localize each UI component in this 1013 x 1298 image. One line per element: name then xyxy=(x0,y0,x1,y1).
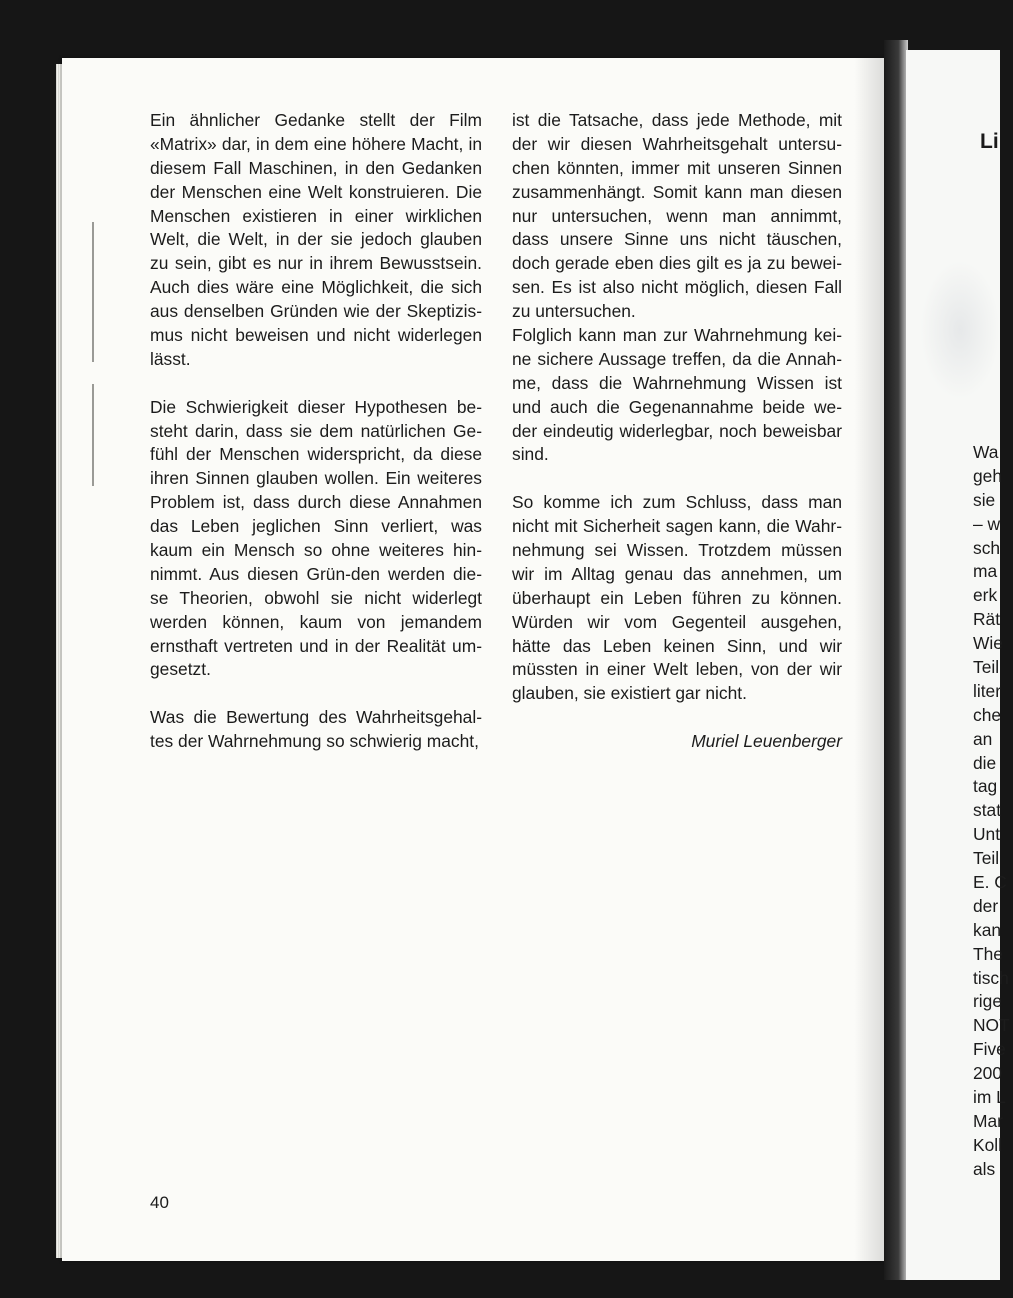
text-line-fragment: rige xyxy=(973,991,1002,1012)
text-line-fragment: liter xyxy=(973,680,1002,701)
text-line-fragment: Teil xyxy=(973,848,1000,869)
text-line-fragment: Koll xyxy=(973,1134,1002,1155)
text-line: sen. Es ist also nicht möglich, diesen Fall xyxy=(512,277,842,298)
text-line: der Menschen eine Welt konstruieren. Die xyxy=(150,181,482,202)
text-line-fragment: Unt xyxy=(973,824,1001,845)
text-line: Problem ist, dass durch diese Annahmen xyxy=(150,492,482,513)
text-line: sind. xyxy=(512,444,549,465)
text-line: zusammenhängt. Somit kann man diesen xyxy=(512,181,842,202)
text-line: müssten in einer Welt leben, von der wir xyxy=(512,659,842,680)
text-line-fragment: der xyxy=(973,895,999,916)
text-line: der eindeutig widerlegbar, noch beweisbar xyxy=(512,420,842,441)
text-line: und auch die Gegenannahme beide we- xyxy=(512,396,842,417)
text-line: So komme ich zum Schluss, dass man xyxy=(512,492,842,513)
text-line: Auch dies wäre eine Möglichkeit, die sich xyxy=(150,277,482,298)
text-line: gesetzt. xyxy=(150,659,211,680)
text-line: kaum ein Mensch so ohne weiteres hin- xyxy=(150,540,482,561)
text-line: ne sichere Aussage treffen, da die Annah- xyxy=(512,348,842,369)
text-line: nicht mit Sicherheit sagen kann, die Wahr- xyxy=(512,516,842,537)
text-line-fragment: Wa xyxy=(973,442,999,462)
text-line-fragment: ma xyxy=(973,561,998,582)
text-line: me, dass die Wahrnehmung Wissen ist xyxy=(512,372,842,393)
text-line-fragment: The xyxy=(973,943,1003,964)
text-line-fragment: kan xyxy=(973,919,1002,940)
text-line: se Theorien, obwohl sie nicht widerlegt xyxy=(150,587,482,608)
margin-mark xyxy=(92,384,94,486)
text-line: werden können, kaum von jemandem xyxy=(150,611,482,632)
text-line-fragment: Mar xyxy=(973,1110,1003,1131)
text-line: mus nicht beweisen und nicht widerlegen xyxy=(150,325,482,346)
bleed-through-image xyxy=(920,260,1000,400)
margin-mark xyxy=(92,222,94,362)
text-line: nur untersuchen, wenn man annimmt, xyxy=(512,205,842,226)
text-line-fragment: sch xyxy=(973,537,1001,558)
author-signature: Muriel Leuenberger xyxy=(691,731,842,752)
text-line: überhaupt ein Leben führen zu können. xyxy=(512,587,842,608)
text-line: diesem Fall Maschinen, in den Gedanken xyxy=(150,157,482,178)
text-line-fragment: che xyxy=(973,704,1002,725)
text-line: doch gerade eben dies gilt es ja zu bewei- xyxy=(512,253,842,274)
text-line: nimmt. Aus diesen Grün-den werden die- xyxy=(150,563,482,584)
text-line-fragment: als xyxy=(973,1158,996,1179)
paragraph xyxy=(150,109,482,372)
text-line: Die Schwierigkeit dieser Hypothesen be- xyxy=(150,396,482,417)
text-line: wir im Alltag genau das annehmen, um xyxy=(512,563,842,584)
paragraph xyxy=(512,491,842,706)
text-line: ist die Tatsache, dass jede Methode, mit xyxy=(512,110,842,130)
page-number: 40 xyxy=(150,1193,169,1212)
text-line: chen könnten, immer mit unseren Sinnen xyxy=(512,157,842,178)
text-line: «Matrix» dar, in dem eine höhere Macht, in xyxy=(150,133,482,154)
text-line: tes der Wahrnehmung so schwierig macht, xyxy=(150,731,479,752)
text-line: dass unsere Sinne uns nicht täuschen, xyxy=(512,229,842,250)
text-line: der wir diesen Wahrheitsgehalt untersu- xyxy=(512,133,842,154)
paragraph xyxy=(150,396,482,683)
text-line-fragment: tag xyxy=(973,776,998,797)
text-line-fragment: – w xyxy=(973,513,1001,534)
text-line-fragment: erk xyxy=(973,585,998,606)
text-line-fragment: E. C xyxy=(973,872,1007,893)
right-page-text-fragment xyxy=(973,441,1013,1182)
text-line: Menschen existieren in einer wirklichen xyxy=(150,205,482,226)
text-line: Was die Bewertung des Wahrheitsgehal- xyxy=(150,707,482,728)
text-line: ernsthaft vertreten und in der Realität um- xyxy=(150,635,482,656)
text-line-fragment: tisch xyxy=(973,967,1009,988)
middle-text-column xyxy=(512,109,842,754)
text-line-fragment: sie xyxy=(973,489,996,510)
text-line: Würden wir vom Gegenteil ausgehen, xyxy=(512,611,842,632)
book-gutter xyxy=(884,40,908,1280)
left-text-column xyxy=(150,109,482,778)
text-line: aus denselben Gründen wie der Skeptizis- xyxy=(150,301,482,322)
text-line: Welt, die Welt, in der sie jedoch glauben xyxy=(150,229,482,250)
text-line-fragment: im L xyxy=(973,1087,1006,1108)
text-line: zu untersuchen. xyxy=(512,301,636,322)
text-line: das Leben jeglichen Sinn verliert, was xyxy=(150,516,482,537)
text-line: Folglich kann man zur Wahrnehmung kei- xyxy=(512,325,842,346)
text-line-fragment: die xyxy=(973,752,997,773)
text-line: Ein ähnlicher Gedanke stellt der Film xyxy=(150,110,482,130)
text-line: fühl der Menschen widerspricht, da diese xyxy=(150,444,482,465)
text-line: ihren Sinnen glauben wollen. Ein weiteres xyxy=(150,468,482,489)
text-line-fragment: geh xyxy=(973,465,1003,486)
text-line-fragment: an xyxy=(973,728,993,749)
text-line: steht darin, dass sie dem natürlichen Ge- xyxy=(150,420,482,441)
text-line-fragment: Rät xyxy=(973,609,1001,630)
text-line-fragment: Five xyxy=(973,1039,1006,1060)
right-page-heading: Li xyxy=(980,130,999,153)
text-line-fragment: Teil xyxy=(973,657,1000,678)
text-line: zu sein, gibt es nur in ihrem Bewusstsein. xyxy=(150,253,482,274)
paragraph xyxy=(150,706,482,754)
text-line: glauben, sie existiert gar nicht. xyxy=(512,683,747,704)
text-line: lässt. xyxy=(150,348,191,369)
text-line-fragment: Wie xyxy=(973,633,1003,654)
text-line-fragment: stat xyxy=(973,800,1002,821)
text-line-fragment: NOT xyxy=(973,1015,1010,1036)
text-line: hätte das Leben keinen Sinn, und wir xyxy=(512,635,842,656)
text-line: nehmung sei Wissen. Trotzdem müssen xyxy=(512,540,842,561)
text-line-fragment: 200 xyxy=(973,1063,1003,1084)
paragraph xyxy=(512,109,842,467)
